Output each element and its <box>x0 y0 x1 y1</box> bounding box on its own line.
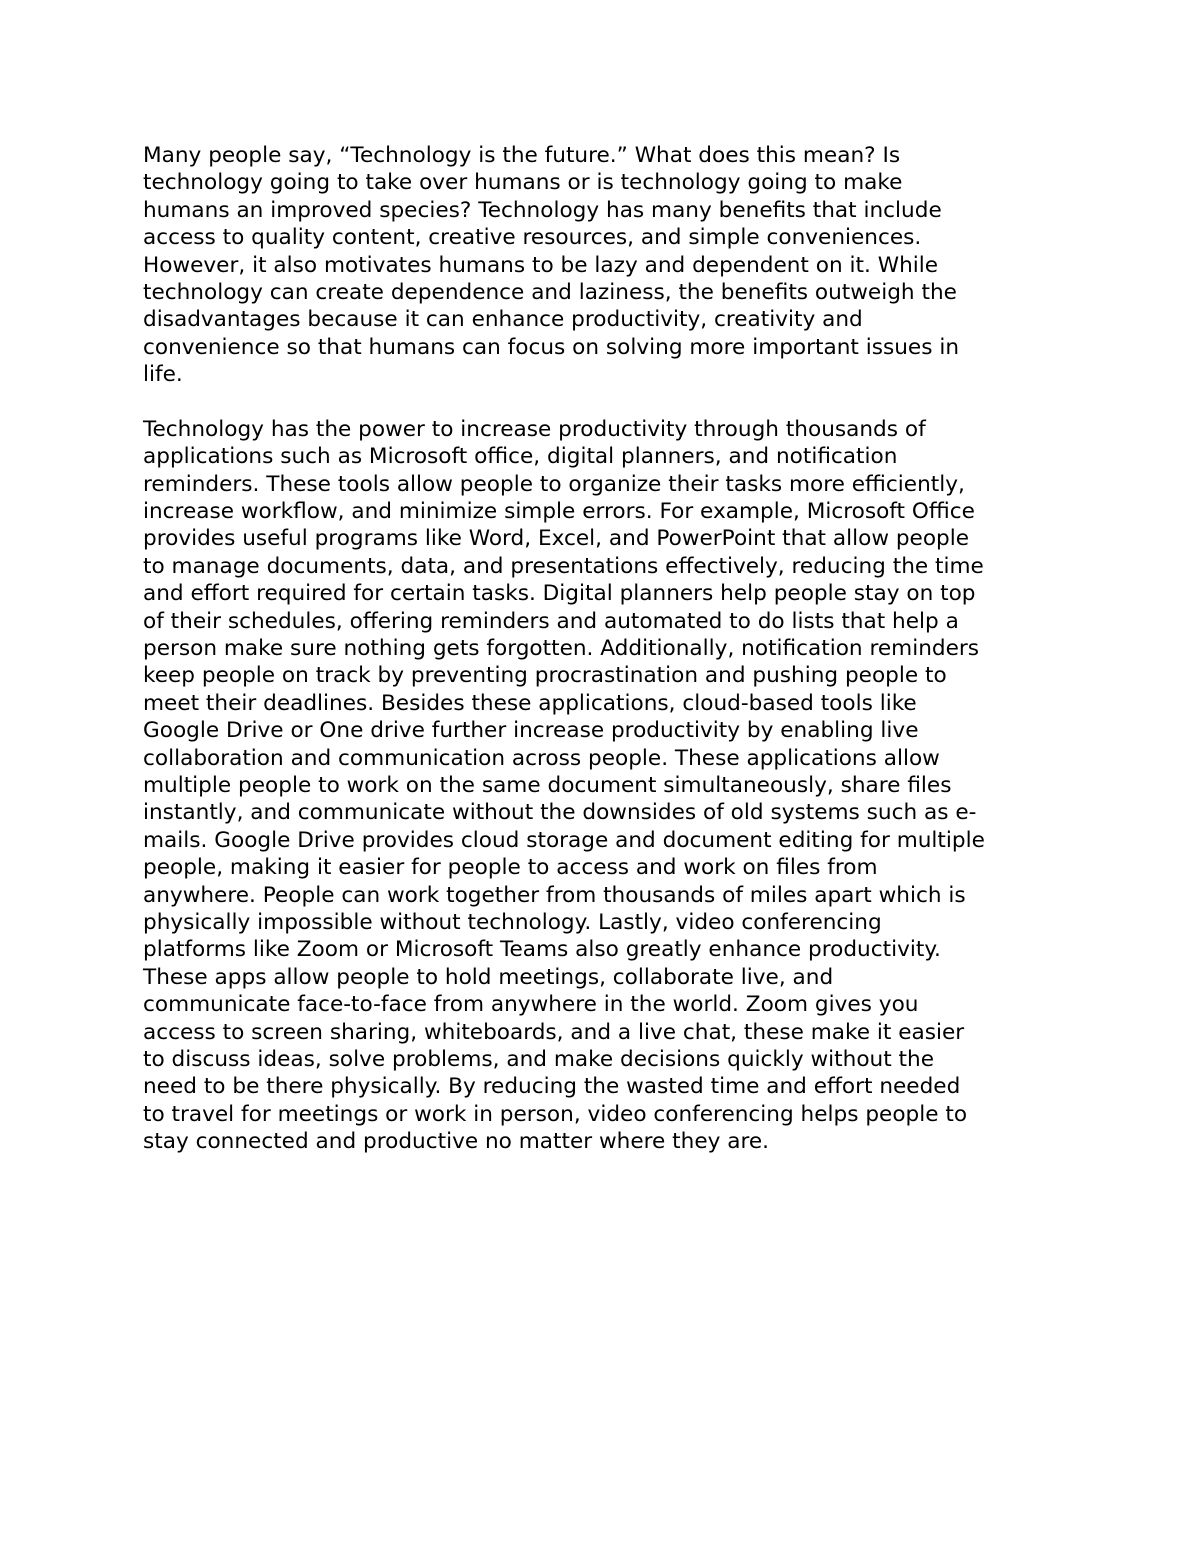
text-line: access to screen sharing, whiteboards, and a live chat, these make it easier <box>143 1019 965 1045</box>
text-line: However, it also motivates humans to be lazy and dependent on it. While <box>143 252 939 278</box>
text-line: convenience so that humans can focus on solving more important issues in <box>143 334 960 360</box>
text-line: need to be there physically. By reducing the wasted time and effort needed <box>143 1074 961 1100</box>
text-line: collaboration and communication across people. These applications allow <box>143 745 940 771</box>
text-line: These apps allow people to hold meetings, collaborate live, and <box>143 964 834 990</box>
text-line: anywhere. People can work together from thousands of miles apart which is <box>143 882 966 908</box>
text-line: life. <box>143 362 183 388</box>
text-line: platforms like Zoom or Microsoft Teams also greatly enhance productivity. <box>143 937 941 963</box>
text-line: technology going to take over humans or is technology going to make <box>143 170 903 196</box>
text-line: meet their deadlines. Besides these applications, cloud-based tools like <box>143 690 917 716</box>
text-line: and effort required for certain tasks. Digital planners help people stay on top <box>143 581 976 607</box>
paragraph-spacer <box>143 389 1073 416</box>
text-line: physically impossible without technology. Lastly, video conferencing <box>143 909 882 935</box>
text-line: access to quality content, creative resources, and simple conveniences. <box>143 225 922 251</box>
text-line: Technology has the power to increase productivity through thousands of <box>143 416 926 442</box>
text-line: to manage documents, data, and presentations effectively, reducing the time <box>143 553 984 579</box>
text-line: provides useful programs like Word, Excel, and PowerPoint that allow people <box>143 526 970 552</box>
text-line: stay connected and productive no matter where they are. <box>143 1129 770 1155</box>
text-line: reminders. These tools allow people to organize their tasks more efficiently, <box>143 471 965 497</box>
text-line: humans an improved species? Technology has many benefits that include <box>143 197 942 223</box>
text-line: multiple people to work on the same document simultaneously, share files <box>143 772 952 798</box>
paragraph-productivity <box>143 416 1073 1156</box>
text-line: increase workflow, and minimize simple errors. For example, Microsoft Office <box>143 499 975 525</box>
text-line: person make sure nothing gets forgotten. Additionally, notification reminders <box>143 636 979 662</box>
text-line: keep people on track by preventing procrastination and pushing people to <box>143 663 947 689</box>
text-line: applications such as Microsoft office, digital planners, and notification <box>143 444 898 470</box>
text-line: Google Drive or One drive further increase productivity by enabling live <box>143 718 919 744</box>
text-line: of their schedules, offering reminders and automated to do lists that help a <box>143 608 959 634</box>
text-line: people, making it easier for people to access and work on files from <box>143 855 878 881</box>
text-line: instantly, and communicate without the downsides of old systems such as e- <box>143 800 977 826</box>
text-line: technology can create dependence and laziness, the benefits outweigh the <box>143 279 957 305</box>
text-line: disadvantages because it can enhance productivity, creativity and <box>143 307 863 333</box>
text-line: communicate face-to-face from anywhere in the world. Zoom gives you <box>143 992 919 1018</box>
text-line: mails. Google Drive provides cloud storage and document editing for multiple <box>143 827 985 853</box>
document-body <box>143 142 1073 1155</box>
text-line: Many people say, “Technology is the future.” What does this mean? Is <box>143 143 901 168</box>
text-line: to discuss ideas, solve problems, and make decisions quickly without the <box>143 1046 934 1072</box>
text-line: to travel for meetings or work in person, video conferencing helps people to <box>143 1101 968 1127</box>
paragraph-intro <box>143 142 1073 389</box>
